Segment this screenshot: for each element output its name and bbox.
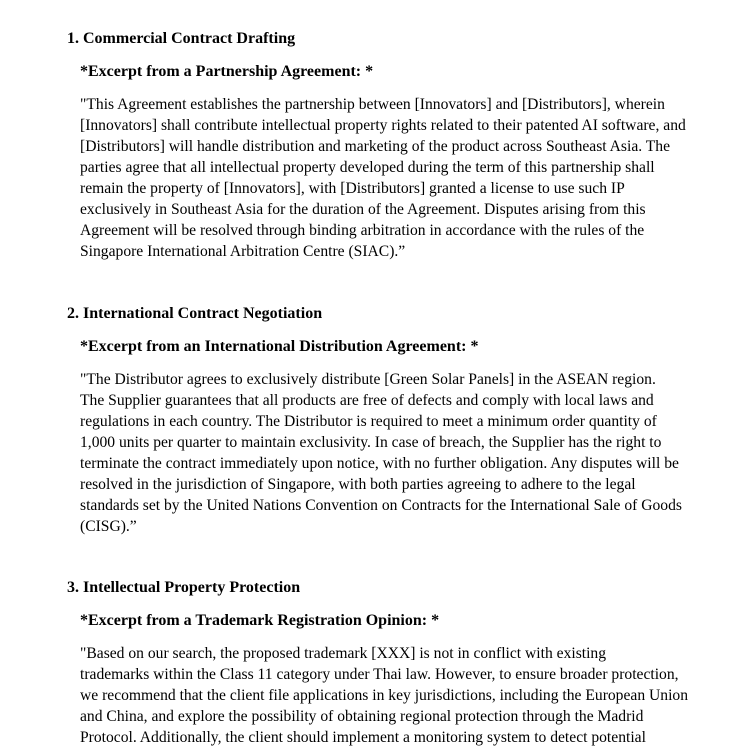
paragraph-line: Singapore International Arbitration Centre (SIAC).” (80, 243, 406, 260)
section-intellectual-property-protection (67, 578, 732, 746)
section-heading: 2. International Contract Negotiation (67, 305, 323, 322)
paragraph-line: [Distributors] will handle distribution and marketing of the product across Southeast Asia. The (80, 138, 671, 155)
paragraph-line: The Supplier guarantees that all products are free of defects and comply with local laws and (80, 392, 654, 409)
paragraph-line: resolved in the jurisdiction of Singapore, with both parties agreeing to adhere to the legal (80, 476, 636, 493)
paragraph-line: Agreement will be resolved through binding arbitration in accordance with the rules of the (80, 222, 645, 239)
paragraph-line: regulations in each country. The Distributor is required to meet a minimum order quantity of (80, 413, 657, 430)
excerpt-paragraph (67, 643, 732, 746)
paragraph-line: "Based on our search, the proposed trademark [XXX] is not in conflict with existing (80, 645, 607, 662)
paragraph-line: "This Agreement establishes the partnership between [Innovators] and [Distributors], wherein (80, 96, 665, 113)
section-international-contract-negotiation (67, 304, 732, 537)
paragraph-line: [Innovators] shall contribute intellectual property rights related to their patented AI software, and (80, 117, 686, 134)
paragraph-line: "The Distributor agrees to exclusively distribute [Green Solar Panels] in the ASEAN region. (80, 371, 656, 388)
paragraph-line: and China, and explore the possibility of obtaining regional protection through the Madrid (80, 708, 644, 725)
section-heading: 3. Intellectual Property Protection (67, 579, 301, 596)
paragraph-line: standards set by the United Nations Convention on Contracts for the International Sale of Goods (80, 497, 682, 514)
section-heading: 1. Commercial Contract Drafting (67, 30, 296, 47)
section-subheading: *Excerpt from a Trademark Registration Opinion: * (80, 612, 440, 629)
paragraph-line: 1,000 units per quarter to maintain exclusivity. In case of breach, the Supplier has the right to (80, 434, 662, 451)
paragraph-line: we recommend that the client file applications in key jurisdictions, including the European Union (80, 687, 688, 704)
paragraph-line: parties agree that all intellectual property developed during the term of this partnership shall (80, 159, 655, 176)
section-subheading: *Excerpt from an International Distribution Agreement: * (80, 338, 479, 355)
section-subheading: *Excerpt from a Partnership Agreement: * (80, 63, 374, 80)
paragraph-line: remain the property of [Innovators], with [Distributors] granted a license to use such IP (80, 180, 625, 197)
paragraph-line: trademarks within the Class 11 category under Thai law. However, to ensure broader protection, (80, 666, 679, 683)
excerpt-paragraph (67, 94, 732, 262)
paragraph-line: terminate the contract immediately upon notice, with no further obligation. Any disputes will be (80, 455, 679, 472)
section-commercial-contract-drafting (67, 29, 732, 262)
paragraph-line: exclusively in Southeast Asia for the duration of the Agreement. Disputes arising from this (80, 201, 646, 218)
excerpt-paragraph (67, 369, 732, 537)
paragraph-line: (CISG).” (80, 518, 137, 535)
paragraph-line: Protocol. Additionally, the client should implement a monitoring system to detect potential (80, 729, 646, 746)
